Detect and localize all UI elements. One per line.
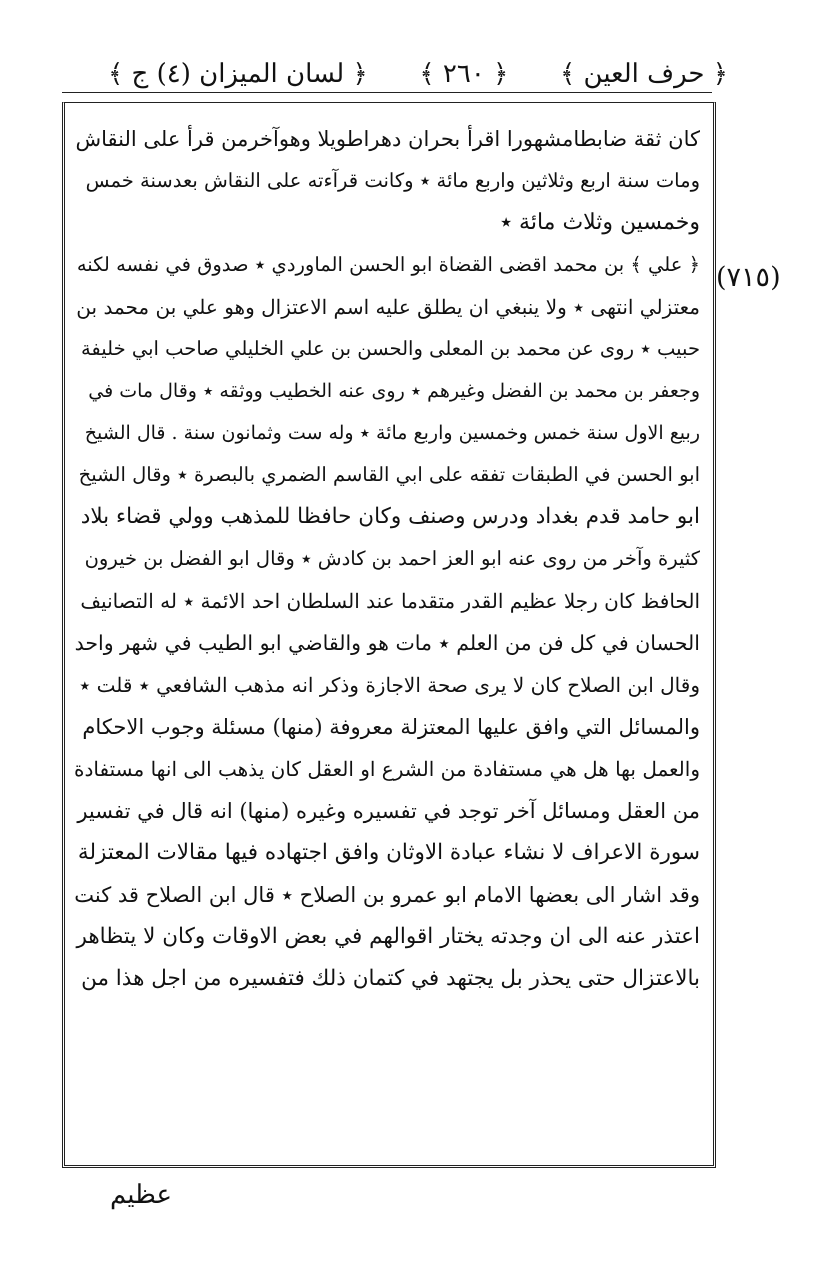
header-rule	[62, 92, 712, 93]
entry-number: (٧١٥)	[716, 262, 781, 293]
body-text	[74, 118, 700, 1000]
text-line: اعتذر عنه الى ان وجدته يختار اقوالهم في بعض الاوقات وكان لا يتظاهر	[76, 924, 700, 949]
text-line: ومات سنة اربع وثلاثين واربع مائة ٭ وكانت قرآءته على النقاش بعدسنة خمس	[85, 169, 700, 192]
text-line: كان ثقة ضابطامشهورا اقرأ بحران دهراطويلا وهوآخرمن قرأ على النقاش	[75, 127, 700, 151]
text-line: ربيع الاول سنة خمس وخمسين واربع مائة ٭ وله ست وثمانون سنة . قال الشيخ	[84, 422, 700, 444]
text-line: والمسائل التي وافق عليها المعتزلة معروفة (منها) مسئلة وجوب الاحكام	[82, 715, 700, 739]
text-line: ابو الحسن في الطبقات تفقه على ابي القاسم الضمري بالبصرة ٭ وقال الشيخ	[78, 463, 700, 486]
text-line: الحافظ كان رجلا عظيم القدر متقدما عند السلطان احد الائمة ٭ له التصانيف	[80, 589, 700, 613]
text-line: حبيب ٭ روى عن محمد بن المعلى والحسن بن علي الخليلي صاحب ابي خليفة	[80, 337, 700, 360]
text-line: وقال ابن الصلاح كان لا يرى صحة الاجازة وذكر انه مذهب الشافعي ٭ قلت ٭	[79, 673, 700, 697]
text-line: بالاعتزال حتى يحذر بل يجتهد في كتمان ذلك فتفسيره من اجل هذا من	[81, 966, 700, 991]
text-line: ابو حامد قدم بغداد ودرس وصنف وكان حافظا للمذهب وولي قضاء بلاد	[80, 504, 700, 529]
text-line: وجعفر بن محمد بن الفضل وغيرهم ٭ روى عنه الخطيب ووثقه ٭ وقال مات في	[88, 380, 700, 402]
text-line: وخمسين وثلاث مائة ٭	[500, 210, 700, 235]
running-header	[108, 52, 728, 96]
text-line: وقد اشار الى بعضها الامام ابو عمرو بن الصلاح ٭ قال ابن الصلاح قد كنت	[74, 883, 700, 907]
text-line: كثيرة وآخر من روى عنه ابو العز احمد بن كادش ٭ وقال ابو الفضل بن خيرون	[84, 547, 700, 570]
text-line: والعمل بها هل هي مستفادة من الشرع او العقل كان يذهب الى انها مستفادة	[74, 757, 700, 781]
page-number: ﴿ ٢٦٠ ﴾	[419, 59, 509, 89]
text-line: سورة الاعراف لا نشاء عبادة الاوثان وافق اجتهاده فيها مقالات المعتزلة	[77, 840, 700, 865]
text-line: الحسان في كل فن من العلم ٭ مات هو والقاضي ابو الطيب في شهر واحد	[74, 631, 700, 655]
text-line: ﴿ علي ﴾ بن محمد اقضى القضاة ابو الحسن الماوردي ٭ صدوق في نفسه لكنه	[76, 253, 700, 276]
catchword: عظيم	[110, 1180, 172, 1210]
header-book-title: ﴿ لسان الميزان (٤) ج ﴾	[108, 59, 368, 89]
text-line: من العقل ومسائل آخر توجد في تفسيره وغيره (منها) انه قال في تفسير	[77, 799, 700, 823]
text-line: معتزلي انتهى ٭ ولا ينبغي ان يطلق عليه اسم الاعتزال وهو علي بن محمد بن	[76, 295, 700, 319]
header-section-title: ﴿ حرف العين ﴾	[560, 59, 728, 89]
